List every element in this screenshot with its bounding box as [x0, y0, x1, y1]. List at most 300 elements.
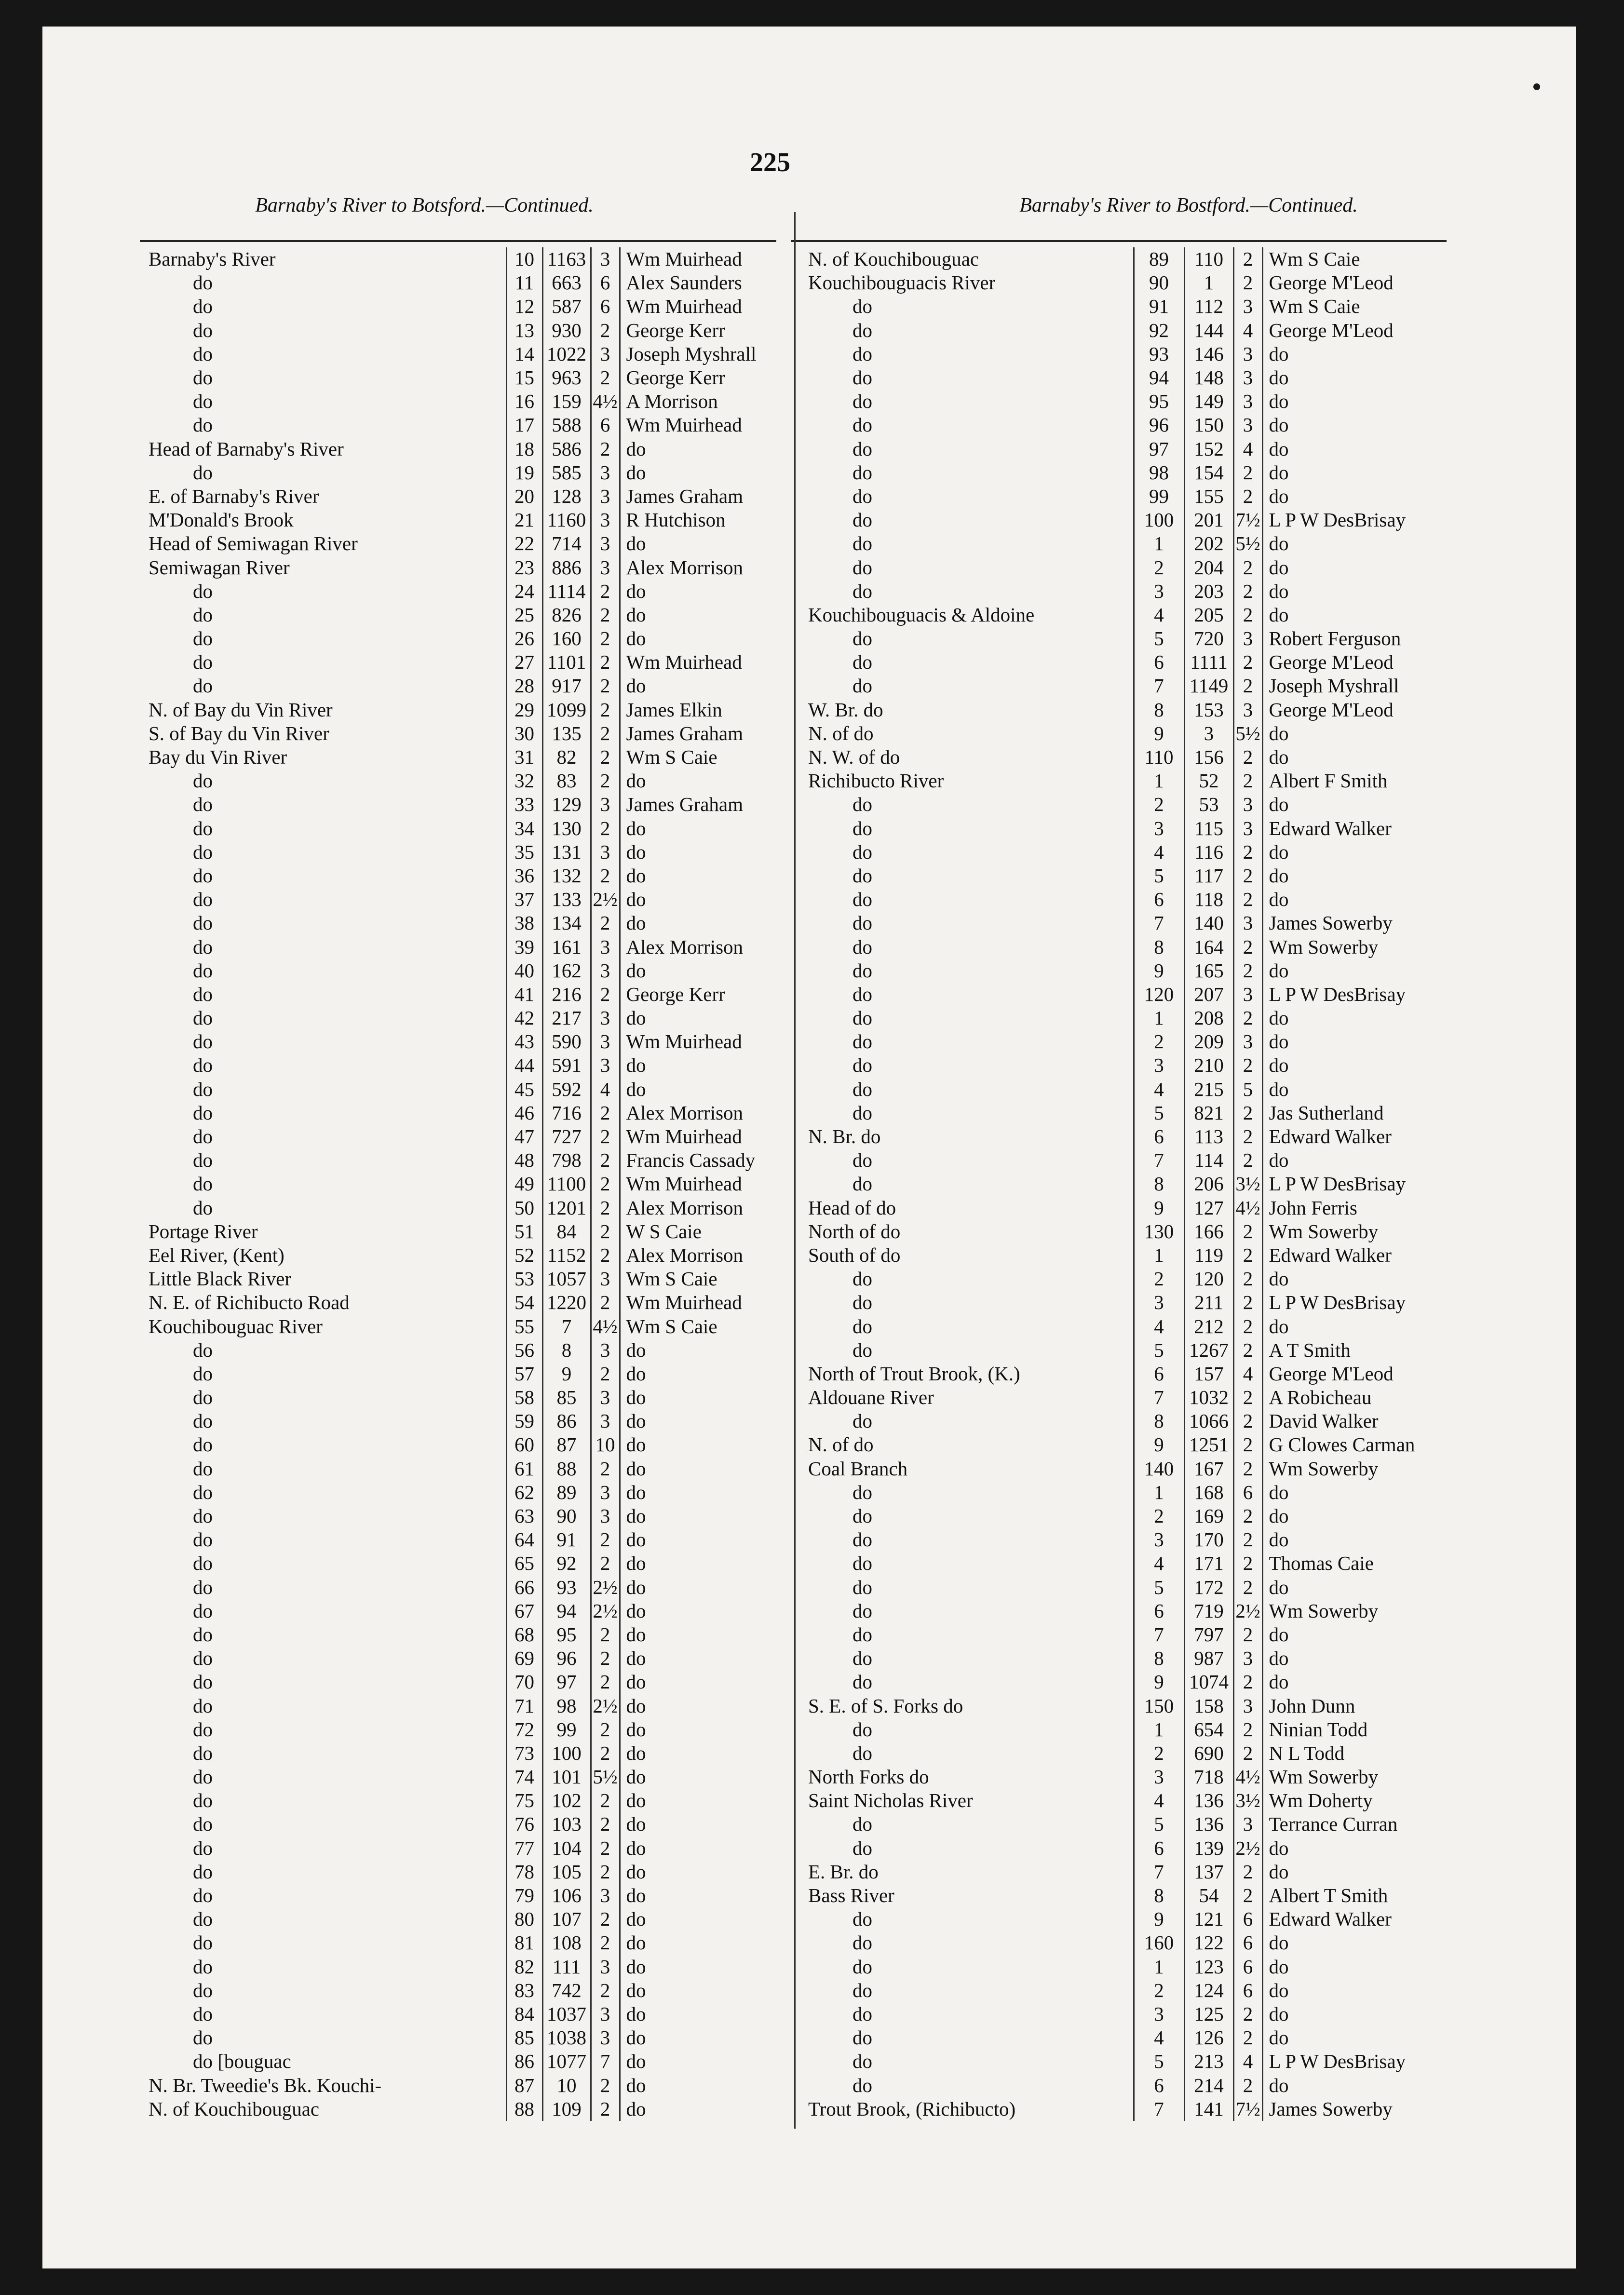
place-cell: N. Br. Tweedie's Bk. Kouchi- — [149, 2074, 382, 2096]
place-cell: do — [853, 1007, 872, 1029]
acreage-cell: 2 — [591, 1196, 620, 1220]
place-cell: Little Black River — [149, 1268, 292, 1290]
grantee-cell: Wm S Caie — [1262, 247, 1450, 271]
left-table-row — [145, 603, 781, 627]
acreage-cell: 2 — [591, 698, 620, 722]
lot-cell: 63 — [506, 1504, 542, 1528]
place-cell: Head of Semiwagan River — [149, 532, 358, 555]
lot-cell: 6 — [1134, 1836, 1184, 1860]
grant-number-cell: 108 — [542, 1931, 591, 1955]
grant-number-cell: 99 — [542, 1718, 591, 1742]
acreage-cell: 3 — [591, 342, 620, 366]
grantee-cell: do — [620, 1078, 781, 1101]
grantee-cell: do — [1262, 1836, 1450, 1860]
lot-cell: 26 — [506, 627, 542, 650]
acreage-cell: 2 — [1233, 745, 1262, 769]
acreage-cell: 4½ — [591, 1314, 620, 1338]
left-table-row — [145, 1172, 781, 1196]
acreage-cell: 2 — [1233, 461, 1262, 485]
grant-number-cell: 135 — [542, 722, 591, 745]
left-table-row — [145, 1338, 781, 1362]
grantee-cell: Terrance Curran — [1262, 1812, 1450, 1836]
right-table-row — [804, 698, 1450, 722]
lot-cell: 150 — [1134, 1694, 1184, 1717]
grantee-cell: Wm S Caie — [1262, 295, 1450, 318]
acreage-cell: 5½ — [1233, 532, 1262, 555]
acreage-cell: 3 — [1233, 911, 1262, 935]
place-cell: do — [193, 1576, 213, 1598]
lot-cell: 3 — [1134, 1291, 1184, 1314]
acreage-cell: 2 — [591, 745, 620, 769]
grantee-cell: Robert Ferguson — [1262, 627, 1450, 650]
place-cell: Richibucto River — [808, 770, 944, 792]
acreage-cell: 2 — [591, 1125, 620, 1148]
grantee-cell: David Walker — [1262, 1409, 1450, 1433]
acreage-cell: 5½ — [1233, 722, 1262, 745]
place-cell: Trout Brook, (Richibucto) — [808, 2097, 1016, 2120]
right-table-row — [804, 1220, 1450, 1243]
grantee-cell: do — [620, 1576, 781, 1599]
left-table-row — [145, 319, 781, 342]
acreage-cell: 2 — [1233, 1006, 1262, 1030]
place-cell: Semiwagan River — [149, 556, 290, 579]
grant-number-cell: 172 — [1184, 1576, 1233, 1599]
left-table-row — [145, 1812, 781, 1836]
grantee-cell: L P W DesBrisay — [1262, 983, 1450, 1006]
grant-number-cell: 155 — [1184, 485, 1233, 508]
acreage-cell: 2 — [591, 674, 620, 698]
acreage-cell: 3 — [591, 935, 620, 958]
right-table-row — [804, 532, 1450, 555]
lot-cell: 1 — [1134, 1243, 1184, 1267]
lot-cell: 55 — [506, 1314, 542, 1338]
lot-cell: 83 — [506, 1979, 542, 2002]
left-table-row — [145, 983, 781, 1006]
acreage-cell: 3 — [591, 508, 620, 532]
grant-number-cell: 86 — [542, 1409, 591, 1433]
right-table-row — [804, 1148, 1450, 1172]
left-table-row — [145, 1314, 781, 1338]
place-cell: do — [193, 627, 213, 650]
grant-number-cell: 133 — [542, 888, 591, 911]
right-table-row — [804, 2050, 1450, 2073]
right-heading-rule — [791, 240, 1447, 242]
left-table-row — [145, 1386, 781, 1409]
lot-cell: 85 — [506, 2026, 542, 2050]
place-cell: N. of Kouchibouguac — [149, 2097, 320, 2120]
lot-cell: 76 — [506, 1812, 542, 1836]
place-cell: Head of do — [808, 1196, 896, 1219]
grantee-cell: George Kerr — [620, 319, 781, 342]
lot-cell: 58 — [506, 1386, 542, 1409]
grantee-cell: do — [1262, 745, 1450, 769]
acreage-cell: 2½ — [591, 1694, 620, 1717]
lot-cell: 45 — [506, 1078, 542, 1101]
place-cell: do — [853, 1813, 872, 1836]
left-table-row — [145, 1101, 781, 1125]
acreage-cell: 2 — [591, 1623, 620, 1647]
right-table-row — [804, 271, 1450, 295]
acreage-cell: 2 — [591, 1220, 620, 1243]
grantee-cell: James Elkin — [620, 698, 781, 722]
grantee-cell: Alex Morrison — [620, 1196, 781, 1220]
place-cell: M'Donald's Brook — [149, 509, 294, 531]
acreage-cell: 4 — [1233, 2050, 1262, 2073]
right-table-row — [804, 1172, 1450, 1196]
grant-number-cell: 152 — [1184, 437, 1233, 461]
place-cell: do — [193, 1860, 213, 1883]
acreage-cell: 2 — [1233, 888, 1262, 911]
left-table-row — [145, 1907, 781, 1931]
grantee-cell: do — [1262, 1504, 1450, 1528]
left-table-row — [145, 1030, 781, 1053]
grantee-cell: L P W DesBrisay — [1262, 2050, 1450, 2073]
place-cell: do — [193, 1884, 213, 1907]
place-cell: do — [193, 770, 213, 792]
grant-number-cell: 148 — [1184, 366, 1233, 390]
grantee-cell: do — [1262, 603, 1450, 627]
place-cell: do — [193, 1481, 213, 1503]
acreage-cell: 3½ — [1233, 1172, 1262, 1196]
grant-number-cell: 136 — [1184, 1789, 1233, 1812]
acreage-cell: 2 — [1233, 247, 1262, 271]
acreage-cell: 2 — [591, 1243, 620, 1267]
lot-cell: 84 — [506, 2002, 542, 2026]
place-cell: E. of Barnaby's River — [149, 485, 319, 507]
right-table-row — [804, 1552, 1450, 1575]
lot-cell: 29 — [506, 698, 542, 722]
lot-cell: 8 — [1134, 1884, 1184, 1907]
lot-cell: 7 — [1134, 1386, 1184, 1409]
grant-number-cell: 146 — [1184, 342, 1233, 366]
grantee-cell: do — [620, 461, 781, 485]
grantee-cell: do — [1262, 580, 1450, 603]
right-table-row — [804, 1528, 1450, 1552]
place-cell: Barnaby's River — [149, 248, 276, 270]
grantee-cell: do — [620, 1789, 781, 1812]
lot-cell: 4 — [1134, 603, 1184, 627]
grant-number-cell: 1 — [1184, 271, 1233, 295]
grantee-cell: do — [620, 959, 781, 983]
right-table-row — [804, 390, 1450, 413]
place-cell: do — [193, 342, 213, 365]
right-table-row — [804, 1362, 1450, 1386]
acreage-cell: 2 — [591, 864, 620, 888]
grantee-cell: Wm Doherty — [1262, 1789, 1450, 1812]
acreage-cell: 2 — [1233, 650, 1262, 674]
lot-cell: 130 — [1134, 1220, 1184, 1243]
place-cell: do — [853, 793, 872, 816]
grant-number-cell: 587 — [542, 295, 591, 318]
left-table-row — [145, 508, 781, 532]
grantee-cell: do — [620, 1931, 781, 1955]
grant-number-cell: 123 — [1184, 1955, 1233, 1979]
grant-number-cell: 714 — [542, 532, 591, 555]
grant-number-cell: 1099 — [542, 698, 591, 722]
lot-cell: 10 — [506, 247, 542, 271]
grant-number-cell: 1163 — [542, 247, 591, 271]
place-cell: do — [193, 319, 213, 341]
right-table-row — [804, 1907, 1450, 1931]
grantee-cell: do — [620, 1053, 781, 1077]
acreage-cell: 2 — [1233, 1860, 1262, 1884]
grantee-cell: do — [620, 769, 781, 793]
place-cell: do — [193, 1955, 213, 1978]
acreage-cell: 3 — [591, 1504, 620, 1528]
place-cell: do — [193, 1623, 213, 1646]
grant-number-cell: 52 — [1184, 769, 1233, 793]
lot-cell: 67 — [506, 1599, 542, 1623]
acreage-cell: 3 — [1233, 413, 1262, 437]
acreage-cell: 2 — [591, 1670, 620, 1694]
place-cell: do — [853, 1291, 872, 1314]
grantee-cell: do — [1262, 413, 1450, 437]
grant-number-cell: 94 — [542, 1599, 591, 1623]
acreage-cell: 2½ — [1233, 1836, 1262, 1860]
place-cell: do — [193, 675, 213, 697]
grant-number-cell: 134 — [542, 911, 591, 935]
left-table-row — [145, 1267, 781, 1291]
lot-cell: 69 — [506, 1647, 542, 1670]
acreage-cell: 4½ — [1233, 1196, 1262, 1220]
left-table-row — [145, 745, 781, 769]
lot-cell: 75 — [506, 1789, 542, 1812]
grant-number-cell: 140 — [1184, 911, 1233, 935]
lot-cell: 160 — [1134, 1931, 1184, 1955]
acreage-cell: 3 — [1233, 698, 1262, 722]
left-table-row — [145, 627, 781, 650]
right-column-heading: Barnaby's River to Bostford.—Continued. — [1019, 194, 1358, 216]
left-table-row — [145, 1836, 781, 1860]
grantee-cell: R Hutchison — [620, 508, 781, 532]
right-table-row — [804, 793, 1450, 816]
acreage-cell: 4½ — [591, 390, 620, 413]
right-table-row — [804, 2026, 1450, 2050]
grantee-cell: do — [1262, 888, 1450, 911]
right-table-row — [804, 1291, 1450, 1314]
acreage-cell: 2 — [1233, 1884, 1262, 1907]
acreage-cell: 3 — [591, 247, 620, 271]
left-table-row — [145, 1125, 781, 1148]
grantee-cell: do — [1262, 1078, 1450, 1101]
scan-speck — [1533, 83, 1540, 90]
grant-number-cell: 149 — [1184, 390, 1233, 413]
grantee-cell: George Kerr — [620, 366, 781, 390]
place-cell: do — [193, 414, 213, 436]
grantee-cell: do — [620, 817, 781, 840]
grantee-cell: do — [620, 911, 781, 935]
left-table-row — [145, 366, 781, 390]
grantee-cell: do — [1262, 1623, 1450, 1647]
grant-number-cell: 107 — [542, 1907, 591, 1931]
place-cell: do — [193, 912, 213, 934]
acreage-cell: 2 — [1233, 1718, 1262, 1742]
acreage-cell: 2 — [591, 627, 620, 650]
left-table-row — [145, 1362, 781, 1386]
acreage-cell: 2 — [1233, 1409, 1262, 1433]
acreage-cell: 6 — [591, 271, 620, 295]
lot-cell: 2 — [1134, 1742, 1184, 1765]
lot-cell: 53 — [506, 1267, 542, 1291]
grant-number-cell: 114 — [1184, 1148, 1233, 1172]
grant-number-cell: 171 — [1184, 1552, 1233, 1575]
acreage-cell: 2 — [1233, 959, 1262, 983]
right-table-row — [804, 650, 1450, 674]
grant-number-cell: 96 — [542, 1647, 591, 1670]
acreage-cell: 3 — [591, 461, 620, 485]
place-cell: do — [853, 1552, 872, 1575]
acreage-cell: 2 — [591, 1907, 620, 1931]
place-cell: do — [193, 817, 213, 839]
acreage-cell: 2 — [591, 911, 620, 935]
place-cell: North Forks do — [808, 1766, 929, 1788]
grantee-cell: George M'Leod — [1262, 319, 1450, 342]
place-cell: do — [853, 414, 872, 436]
grant-number-cell: 141 — [1184, 2097, 1233, 2121]
acreage-cell: 6 — [1233, 1955, 1262, 1979]
right-table-row — [804, 485, 1450, 508]
acreage-cell: 2 — [1233, 1338, 1262, 1362]
place-cell: do — [193, 1647, 213, 1670]
acreage-cell: 3 — [1233, 793, 1262, 816]
grantee-cell: do — [1262, 1148, 1450, 1172]
place-cell: do — [853, 461, 872, 484]
lot-cell: 19 — [506, 461, 542, 485]
grantee-cell: Alex Morrison — [620, 1243, 781, 1267]
grantee-cell: John Ferris — [1262, 1196, 1450, 1220]
grant-number-cell: 83 — [542, 769, 591, 793]
grant-number-cell: 166 — [1184, 1220, 1233, 1243]
place-cell: do — [853, 627, 872, 650]
right-table-row — [804, 2002, 1450, 2026]
grant-number-cell: 209 — [1184, 1030, 1233, 1053]
right-table-row — [804, 674, 1450, 698]
right-table-row — [804, 1742, 1450, 1765]
grant-number-cell: 106 — [542, 1884, 591, 1907]
grant-number-cell: 112 — [1184, 295, 1233, 318]
grant-number-cell: 210 — [1184, 1053, 1233, 1077]
grant-number-cell: 118 — [1184, 888, 1233, 911]
place-cell: N. of do — [808, 722, 874, 744]
acreage-cell: 2 — [1233, 864, 1262, 888]
acreage-cell: 2 — [1233, 1148, 1262, 1172]
lot-cell: 2 — [1134, 1267, 1184, 1291]
grantee-cell: do — [620, 1457, 781, 1481]
right-table-row — [804, 1030, 1450, 1053]
right-table-row — [804, 888, 1450, 911]
grant-number-cell: 213 — [1184, 2050, 1233, 2073]
lot-cell: 36 — [506, 864, 542, 888]
left-table-row — [145, 1457, 781, 1481]
lot-cell: 6 — [1134, 2073, 1184, 2097]
left-table-row — [145, 1931, 781, 1955]
grant-number-cell: 716 — [542, 1101, 591, 1125]
left-table-row — [145, 1220, 781, 1243]
acreage-cell: 3 — [591, 1006, 620, 1030]
place-cell: do — [853, 2002, 872, 2025]
left-heading-rule — [140, 240, 776, 242]
lot-cell: 87 — [506, 2073, 542, 2097]
place-cell: do — [853, 1505, 872, 1527]
acreage-cell: 6 — [1233, 1931, 1262, 1955]
lot-cell: 86 — [506, 2050, 542, 2073]
lot-cell: 62 — [506, 1481, 542, 1504]
acreage-cell: 2 — [1233, 1670, 1262, 1694]
lot-cell: 2 — [1134, 555, 1184, 579]
grant-number-cell: 216 — [542, 983, 591, 1006]
grantee-cell: do — [620, 1694, 781, 1717]
place-cell: do — [853, 556, 872, 579]
right-table-row — [804, 1623, 1450, 1647]
place-cell: do — [193, 1386, 213, 1409]
lot-cell: 56 — [506, 1338, 542, 1362]
acreage-cell: 7½ — [1233, 508, 1262, 532]
grantee-cell: Wm Sowerby — [1262, 1220, 1450, 1243]
grant-number-cell: 1032 — [1184, 1386, 1233, 1409]
right-grant-table — [804, 247, 1450, 2121]
lot-cell: 5 — [1134, 864, 1184, 888]
grantee-cell: do — [620, 1860, 781, 1884]
lot-cell: 78 — [506, 1860, 542, 1884]
left-table-row — [145, 2050, 781, 2073]
place-cell: South of do — [808, 1243, 901, 1266]
grantee-cell: do — [620, 1504, 781, 1528]
grantee-cell: do — [620, 1528, 781, 1552]
place-cell: do — [193, 840, 213, 863]
left-table-row — [145, 271, 781, 295]
right-table-row — [804, 627, 1450, 650]
lot-cell: 100 — [1134, 508, 1184, 532]
place-cell: do — [193, 580, 213, 602]
place-cell: S. E. of S. Forks do — [808, 1694, 963, 1717]
left-table-row — [145, 437, 781, 461]
grant-number-cell: 156 — [1184, 745, 1233, 769]
lot-cell: 1 — [1134, 769, 1184, 793]
grant-number-cell: 1022 — [542, 342, 591, 366]
right-table-row — [804, 508, 1450, 532]
left-table-row — [145, 2073, 781, 2097]
grant-number-cell: 167 — [1184, 1457, 1233, 1481]
place-cell: Kouchibouguac River — [149, 1315, 323, 1337]
place-cell: do — [193, 1338, 213, 1361]
grantee-cell: do — [1262, 1670, 1450, 1694]
grantee-cell: do — [620, 1670, 781, 1694]
lot-cell: 110 — [1134, 745, 1184, 769]
lot-cell: 59 — [506, 1409, 542, 1433]
place-cell: do — [853, 2050, 872, 2073]
grantee-cell: do — [1262, 1528, 1450, 1552]
grantee-cell: James Sowerby — [1262, 2097, 1450, 2121]
right-table-row — [804, 722, 1450, 745]
place-cell: do — [193, 888, 213, 911]
grantee-cell: do — [620, 1647, 781, 1670]
grant-number-cell: 590 — [542, 1030, 591, 1053]
left-table-row — [145, 1433, 781, 1457]
grantee-cell: do — [620, 1552, 781, 1575]
lot-cell: 14 — [506, 342, 542, 366]
acreage-cell: 2 — [1233, 1742, 1262, 1765]
left-table-row — [145, 532, 781, 555]
acreage-cell: 3 — [591, 1267, 620, 1291]
acreage-cell: 4 — [591, 1078, 620, 1101]
acreage-cell: 2 — [591, 650, 620, 674]
grantee-cell: do — [620, 1623, 781, 1647]
grant-number-cell: 1038 — [542, 2026, 591, 2050]
acreage-cell: 4 — [1233, 1362, 1262, 1386]
grant-number-cell: 1111 — [1184, 650, 1233, 674]
lot-cell: 7 — [1134, 1860, 1184, 1884]
right-table-row — [804, 1409, 1450, 1433]
